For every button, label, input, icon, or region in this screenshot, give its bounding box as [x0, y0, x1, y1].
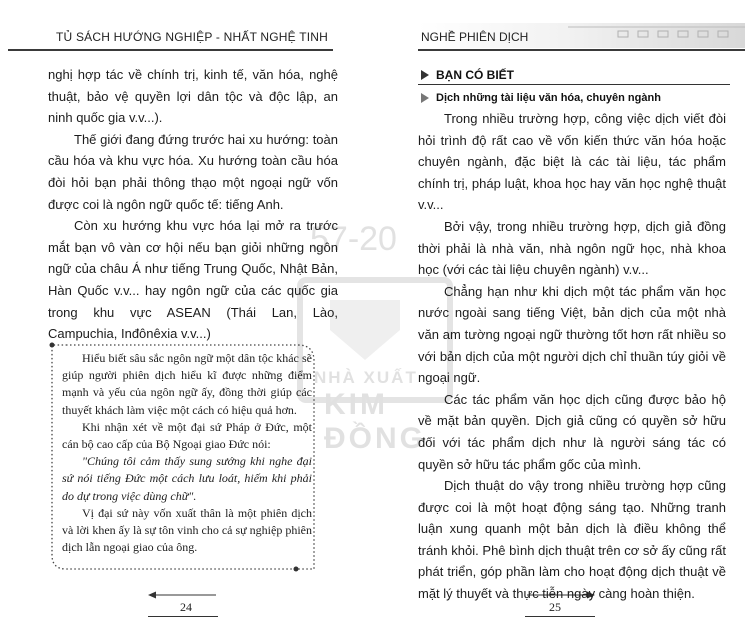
subtitle-arrow-icon: [421, 93, 429, 103]
watermark-line1: NHÀ XUẤT: [314, 368, 418, 387]
subtitle: Dịch những tài liệu văn hóa, chuyên ngành: [436, 92, 661, 104]
header-rule-right: [418, 49, 745, 51]
right-page-body: [418, 108, 726, 605]
section-rule: [418, 84, 730, 85]
box-quote: [62, 453, 312, 505]
right-paragraph-1: Trong nhiều trường hợp, công việc dịch viết đòi hỏi trình độ rất cao về vốn kiến thức văn hóa hoặc chuyên ngành, đặc biệt là các tài liệu, tác phẩm chính trị, pháp luật, khoa học hay văn học nghệ thuật v.v...: [418, 111, 726, 213]
running-header-left: TỦ SÁCH HƯỚNG NGHIỆP - NHẤT NGHỆ TINH: [56, 30, 328, 44]
left-paragraph-3: Còn xu hướng khu vực hóa lại mở ra trước mắt bạn vô vàn cơ hội nếu bạn giỏi những ngôn ngữ của châu Á như tiếng Trung Quốc, Nhật Bản, Hàn Quốc v.v... hay ngôn ngữ của các quốc gia trong khu vực ASEAN (Thái Lan, Lào, Campuchia, Inđônêxia v.v...): [48, 218, 338, 342]
watermark-line2: KIM ĐỒNG: [324, 388, 426, 455]
right-paragraph-5: Dịch thuật do vậy trong nhiều trường hợp cũng được coi là một hoạt động sáng tạo. Những tranh luận xung quanh một bản dịch là điều không thể tránh khỏi. Phê bình dịch thuật trên cơ sở ấy cũng rất phát triển, góp phần làm cho hoạt động dịch thuật về mặt lý thuyết và thực tiễn ngày càng hoàn thiện.: [418, 478, 726, 602]
left-paragraph-1: nghị hợp tác về chính trị, kinh tế, văn hóa, nghệ thuật, bảo vệ quyền lợi dân tộc và độc lập, an ninh quốc gia v.v...).: [48, 67, 338, 126]
page-arrow-left-icon: [148, 590, 218, 600]
box-quote-text: "Chúng tôi cảm thấy sung sướng khi nghe đại sứ nói tiếng Đức một cách lưu loát, hiếm khi phải do dự trong việc dùng chữ".: [62, 454, 312, 503]
box-paragraph-3: Vị đại sứ này vốn xuất thân là một phiên dịch và lời khen ấy là sự tôn vinh cho cả sự nghiệp phiên dịch lẫn ngoại giao của ông.: [62, 505, 312, 555]
sidebar-box-text: [62, 350, 312, 556]
watermark-number: 57-20: [310, 220, 397, 258]
section-arrow-icon: [421, 70, 429, 80]
page-number-left-rule: [148, 616, 218, 617]
page-number-right-rule: [525, 616, 595, 617]
page-number-left: 24: [180, 600, 192, 614]
page-number-right: 25: [549, 600, 561, 614]
box-paragraph-1: Hiểu biết sâu sắc ngôn ngữ một dân tộc khác sẽ giúp người phiên dịch hiểu kĩ được những điểm mạnh và yếu của ngôn ngữ ấy, đồng thời giúp các thuyết khách làm việc một cách có hiệu quả hơn.: [62, 351, 312, 417]
left-paragraph-2: Thế giới đang đứng trước hai xu hướng: toàn cầu hóa và khu vực hóa. Xu hướng toàn cầu hóa đòi hỏi bạn phải thông thạo một ngoại ngữ vốn được coi là ngôn ngữ quốc tế: tiếng Anh.: [48, 131, 338, 212]
right-paragraph-4: Các tác phẩm văn học dịch cũng được bảo hộ về mặt bản quyền. Dịch giả cũng có quyền sở hữu đối với tác phẩm dịch như là người sáng tác có quyền sở hữu tác phẩm gốc của mình.: [418, 391, 726, 472]
section-title: BẠN CÓ BIẾT: [436, 68, 514, 82]
right-paragraph-2: Bởi vậy, trong nhiều trường hợp, dịch giả đồng thời phải là nhà văn, nhà ngôn ngữ học, nhà khoa học (với các tài liệu chuyên ngành) v.v...: [418, 218, 726, 278]
box-paragraph-2: Khi nhận xét về một đại sứ Pháp ở Đức, một cán bộ cao cấp của Bộ Ngoại giao Đức nói:: [62, 419, 312, 452]
header-rule-left: [8, 49, 333, 51]
running-header-right: NGHỀ PHIÊN DỊCH: [421, 30, 529, 44]
right-paragraph-3: Chẳng hạn như khi dịch một tác phẩm văn học nước ngoài sang tiếng Việt, bản dịch của một nhà văn am tường ngoại ngữ thường tốt hơn rất nhiều so với bản dịch của một người dịch chỉ thuần túy giỏi về ngoại ngữ.: [418, 283, 726, 386]
left-page-body: [48, 64, 338, 345]
